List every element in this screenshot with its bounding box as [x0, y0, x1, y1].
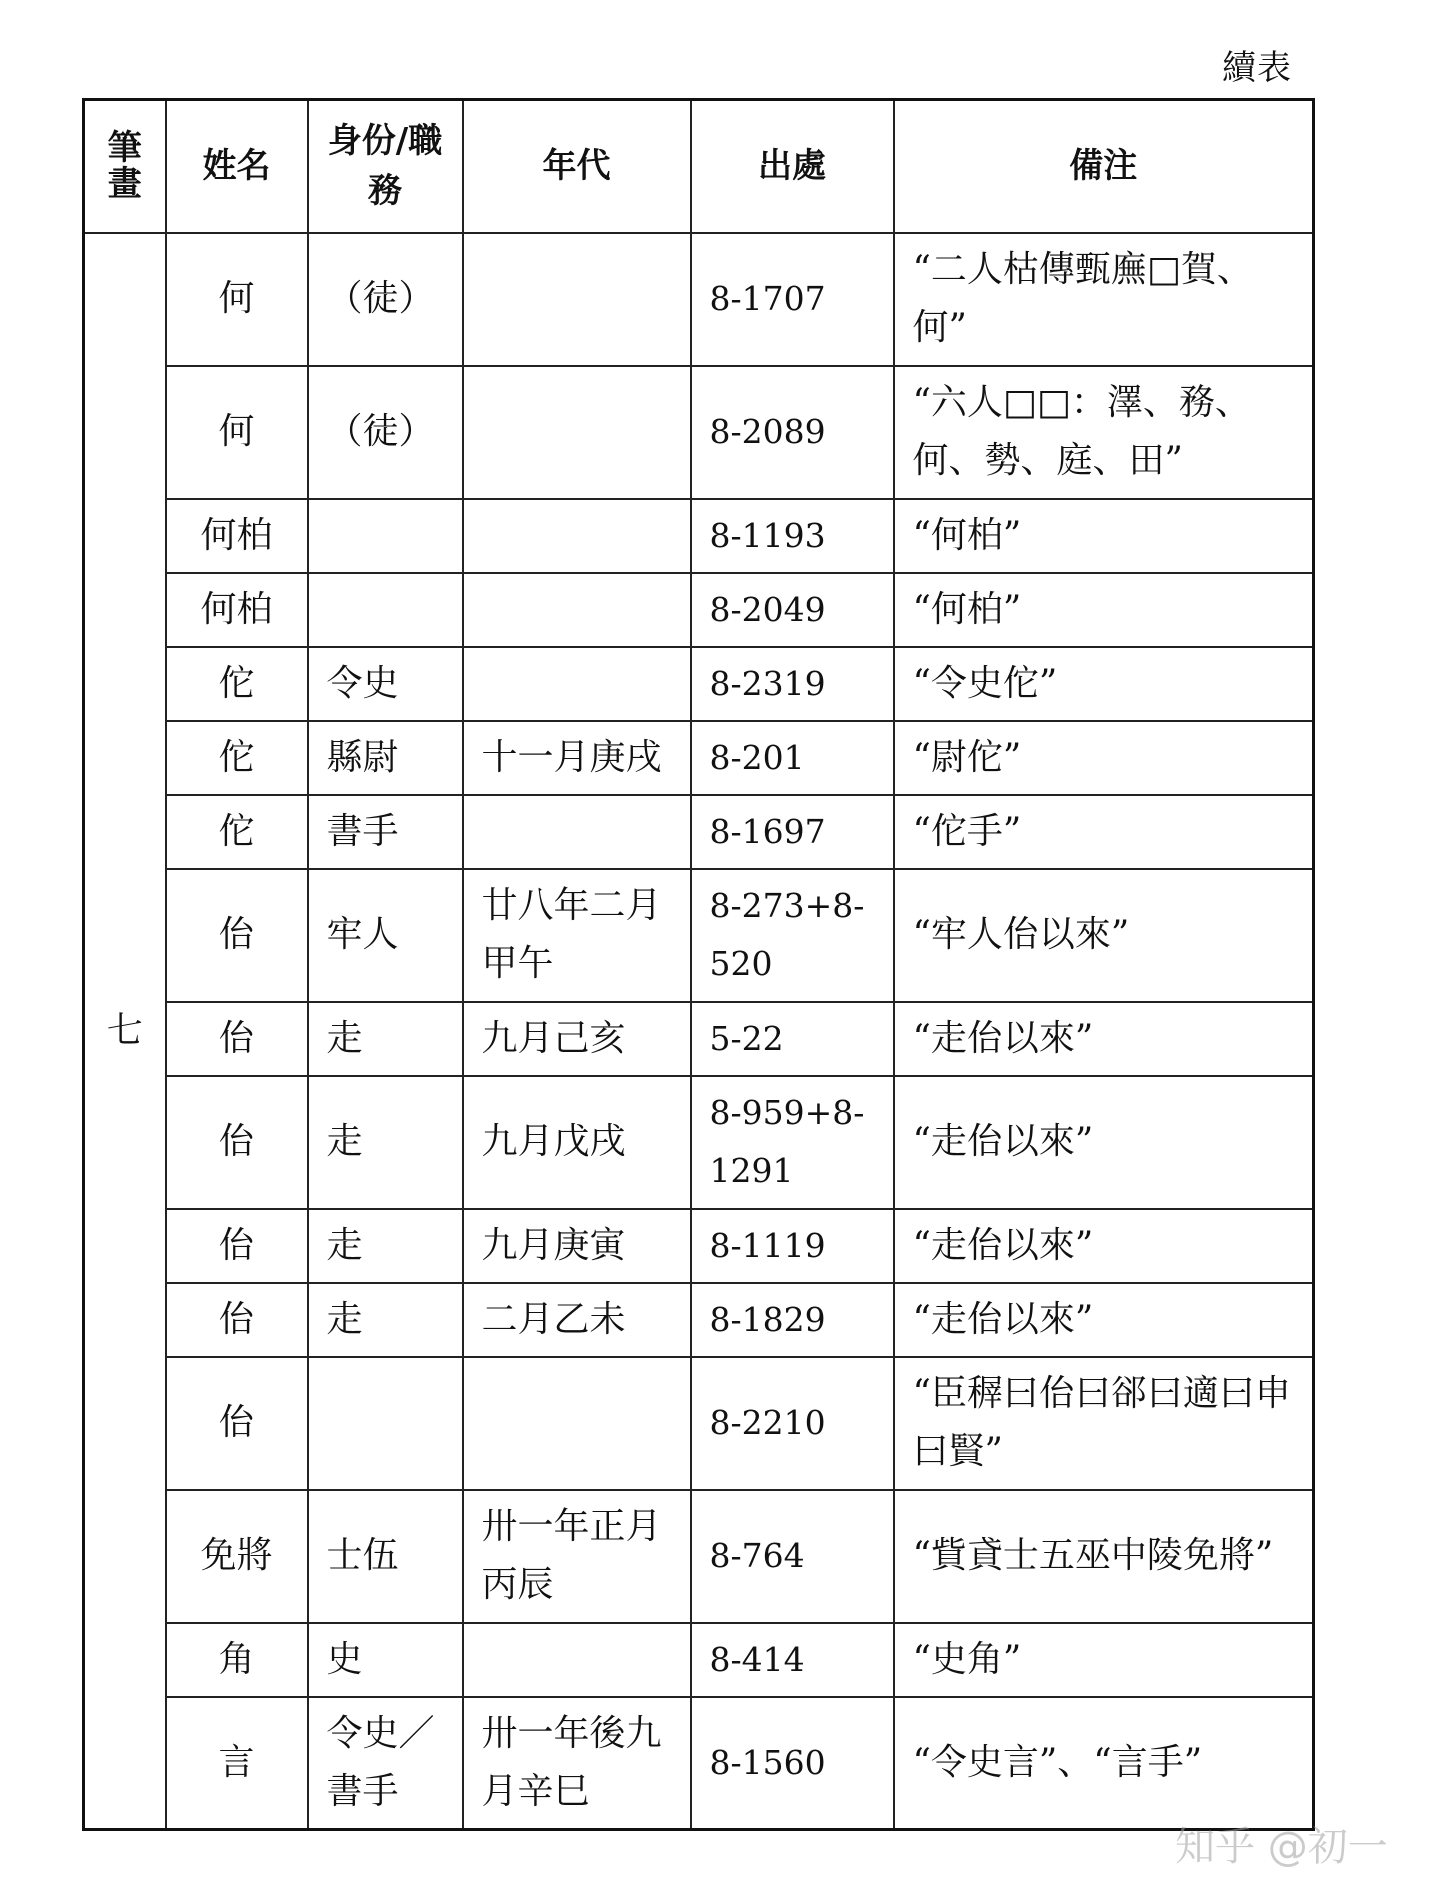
note-cell: “令史言”、“言手”: [894, 1697, 1314, 1830]
table-row: [84, 647, 1314, 721]
table-row: [84, 1076, 1314, 1209]
source-cell: 8-1193: [691, 499, 894, 573]
table-row: [84, 1490, 1314, 1623]
note-cell: “尉佗”: [894, 721, 1314, 795]
table-row: [84, 1283, 1314, 1357]
note-cell: “史角”: [894, 1623, 1314, 1697]
table-row: [84, 1623, 1314, 1697]
role-cell: （徒）: [308, 233, 463, 366]
header-name: 姓名: [166, 100, 308, 233]
note-cell: “牢人佁以來”: [894, 869, 1314, 1002]
stroke-count-cell: 七: [84, 233, 166, 1830]
date-cell: [463, 1357, 691, 1490]
role-cell: 士伍: [308, 1490, 463, 1623]
source-cell: 5-22: [691, 1002, 894, 1076]
note-cell: “走佁以來”: [894, 1076, 1314, 1209]
watermark: 知乎 @初一: [1175, 1824, 1388, 1870]
role-cell: 史: [308, 1623, 463, 1697]
source-cell: 8-2210: [691, 1357, 894, 1490]
source-cell: 8-414: [691, 1623, 894, 1697]
role-cell: 書手: [308, 795, 463, 869]
role-cell: 牢人: [308, 869, 463, 1002]
table-row: [84, 1357, 1314, 1490]
note-cell: “何柏”: [894, 499, 1314, 573]
source-cell: 8-1829: [691, 1283, 894, 1357]
date-cell: 二月乙未: [463, 1283, 691, 1357]
date-cell: 九月庚寅: [463, 1209, 691, 1283]
source-cell: 8-1560: [691, 1697, 894, 1830]
note-cell: “何柏”: [894, 573, 1314, 647]
role-cell: 走: [308, 1002, 463, 1076]
date-cell: 卅一年後九月辛巳: [463, 1697, 691, 1830]
name-cell: 何: [166, 233, 308, 366]
name-cell: 佁: [166, 1357, 308, 1490]
source-cell: 8-2049: [691, 573, 894, 647]
header-note: 備注: [894, 100, 1314, 233]
role-cell: 走: [308, 1283, 463, 1357]
role-cell: 走: [308, 1076, 463, 1209]
role-cell: [308, 499, 463, 573]
source-cell: 8-201: [691, 721, 894, 795]
name-cell: 佁: [166, 1283, 308, 1357]
role-cell: [308, 1357, 463, 1490]
date-cell: [463, 795, 691, 869]
table-row: [84, 795, 1314, 869]
note-cell: “二人枯傳甄廡□賀、何”: [894, 233, 1314, 366]
source-cell: 8-2089: [691, 366, 894, 499]
note-cell: “令史佗”: [894, 647, 1314, 721]
date-cell: [463, 499, 691, 573]
name-cell: 佁: [166, 1002, 308, 1076]
date-cell: [463, 1623, 691, 1697]
personnel-table: [82, 98, 1315, 1831]
table-row: [84, 1697, 1314, 1830]
header-role: 身份/職務: [308, 100, 463, 233]
role-cell: （徒）: [308, 366, 463, 499]
date-cell: [463, 573, 691, 647]
role-cell: 令史／書手: [308, 1697, 463, 1830]
note-cell: “六人□□：澤、務、何、勢、庭、田”: [894, 366, 1314, 499]
table-row: [84, 499, 1314, 573]
table-row: [84, 721, 1314, 795]
role-cell: 令史: [308, 647, 463, 721]
name-cell: 佗: [166, 647, 308, 721]
name-cell: 何柏: [166, 499, 308, 573]
note-cell: “佗手”: [894, 795, 1314, 869]
role-cell: 縣尉: [308, 721, 463, 795]
source-cell: 8-1119: [691, 1209, 894, 1283]
source-cell: 8-1707: [691, 233, 894, 366]
continued-table-label: 續表: [1222, 48, 1292, 88]
header-date: 年代: [463, 100, 691, 233]
role-cell: 走: [308, 1209, 463, 1283]
name-cell: 何柏: [166, 573, 308, 647]
date-cell: [463, 233, 691, 366]
table-row: [84, 869, 1314, 1002]
date-cell: 廿八年二月甲午: [463, 869, 691, 1002]
table-row: [84, 1209, 1314, 1283]
note-cell: “走佁以來”: [894, 1283, 1314, 1357]
header-source: 出處: [691, 100, 894, 233]
date-cell: [463, 647, 691, 721]
date-cell: 十一月庚戌: [463, 721, 691, 795]
note-cell: “走佁以來”: [894, 1002, 1314, 1076]
name-cell: 免將: [166, 1490, 308, 1623]
source-cell: 8-1697: [691, 795, 894, 869]
name-cell: 佁: [166, 869, 308, 1002]
name-cell: 佗: [166, 795, 308, 869]
name-cell: 佁: [166, 1076, 308, 1209]
table-header-row: [84, 100, 1314, 233]
date-cell: 九月戊戌: [463, 1076, 691, 1209]
table-row: [84, 233, 1314, 366]
name-cell: 佗: [166, 721, 308, 795]
note-cell: “貲貣士五巫中陵免將”: [894, 1490, 1314, 1623]
table-row: [84, 366, 1314, 499]
date-cell: [463, 366, 691, 499]
source-cell: 8-764: [691, 1490, 894, 1623]
note-cell: “臣稺曰佁曰郤曰適曰申曰賢”: [894, 1357, 1314, 1490]
date-cell: 卅一年正月丙辰: [463, 1490, 691, 1623]
note-cell: “走佁以來”: [894, 1209, 1314, 1283]
date-cell: 九月己亥: [463, 1002, 691, 1076]
role-cell: [308, 573, 463, 647]
name-cell: 佁: [166, 1209, 308, 1283]
name-cell: 角: [166, 1623, 308, 1697]
name-cell: 何: [166, 366, 308, 499]
table-body: [84, 233, 1314, 1830]
table-row: [84, 573, 1314, 647]
source-cell: 8-273+8-520: [691, 869, 894, 1002]
source-cell: 8-2319: [691, 647, 894, 721]
table-row: [84, 1002, 1314, 1076]
source-cell: 8-959+8-1291: [691, 1076, 894, 1209]
name-cell: 言: [166, 1697, 308, 1830]
header-stroke: 筆畫: [84, 100, 166, 233]
